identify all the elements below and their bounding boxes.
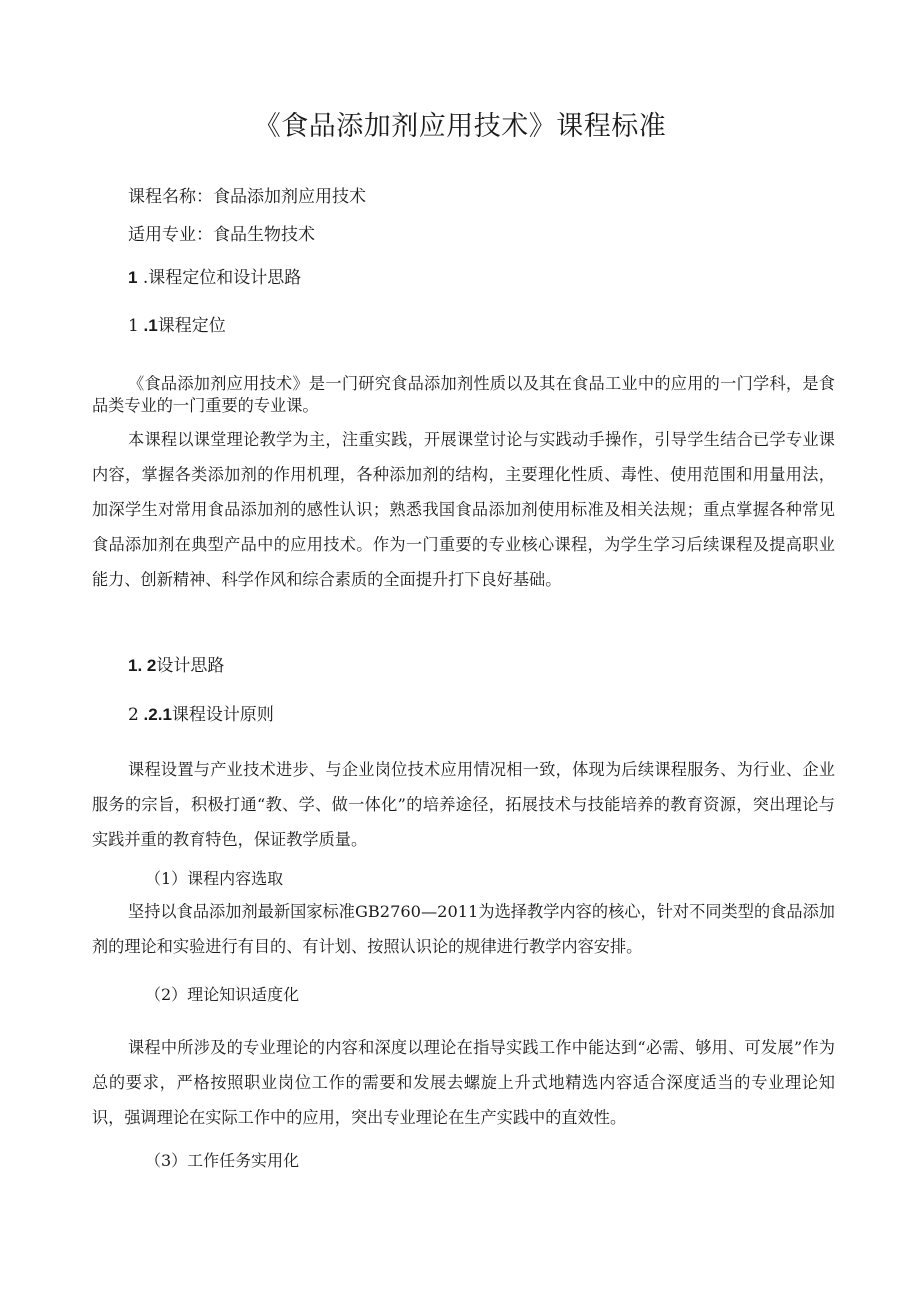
- applicable-major: 适用专业：食品生物技术: [128, 225, 315, 245]
- section-1-1-number: 1: [128, 316, 139, 336]
- section-1-2-text: 设计思路: [156, 656, 225, 676]
- section-1-2-1-sub: .2.1: [138, 705, 172, 724]
- section-1-2-1-text: 课程设计原则: [171, 705, 274, 725]
- section-1-2-heading: [128, 656, 224, 676]
- section-1-number: 1: [128, 268, 138, 287]
- section-1-2-number: 1. 2: [128, 656, 157, 675]
- section-1-text: .课程定位和设计思路: [137, 268, 302, 288]
- section-1-2-1-number: 2: [128, 705, 139, 725]
- section-1-1-text: 课程定位: [157, 316, 226, 336]
- section-1-1-heading: [128, 316, 226, 336]
- section-1-heading: [128, 268, 301, 288]
- item-1-heading: （1）课程内容选取: [145, 869, 284, 888]
- paragraph-design-principle: 课程设置与产业技术进步、与企业岗位技术应用情况相一致，体现为后续课程服务、为行业、企业服务的宗旨，积极打通“教、学、做一体化”的培养途径，拓展技术与技能培养的教育资源，突出理论与实践并重的教育特色，保证教学质量。: [92, 760, 835, 849]
- section-1-2-1-heading: [128, 705, 274, 725]
- paragraph-course-position-detail: 本课程以课堂理论教学为主，注重实践，开展课堂讨论与实践动手操作，引导学生结合已学专业课内容，掌握各类添加剂的作用机理，各种添加剂的结构，主要理化性质、毒性、使用范围和用量用法，加深学生对常用食品添加剂的感性认识；熟悉我国食品添加剂使用标准及相关法规；重点掌握各种常见食品添加剂在典型产品中的应用技术。作为一门重要的专业核心课程，为学生学习后续课程及提高职业能力、创新精神、科学作风和综合素质的全面提升打下良好基础。: [92, 430, 835, 589]
- paragraph-course-position-intro: 《食品添加剂应用技术》是一门研究食品添加剂性质以及其在食品工业中的应用的一门学科，是食品类专业的一门重要的专业课。: [92, 374, 835, 415]
- item-2-heading: （2）理论知识适度化: [145, 985, 300, 1004]
- course-name: 课程名称：食品添加剂应用技术: [128, 187, 366, 207]
- section-1-1-sub: .1: [138, 316, 158, 335]
- item-3-heading: （3）工作任务实用化: [145, 1151, 300, 1170]
- paragraph-theory-moderation: 课程中所涉及的专业理论的内容和深度以理论在指导实践工作中能达到“必需、够用、可发展”作为总的要求，严格按照职业岗位工作的需要和发展去螺旋上升式地精选内容适合深度适当的专业理论知识，强调理论在实际工作中的应用，突出专业理论在生产实践中的直效性。: [92, 1038, 835, 1127]
- paragraph-content-selection: 坚持以食品添加剂最新国家标准GB2760—2011为选择教学内容的核心，针对不同类型的食品添加剂的理论和实验进行有目的、有计划、按照认识论的规律进行教学内容安排。: [92, 902, 835, 956]
- document-title: 《食品添加剂应用技术》课程标准: [253, 111, 667, 142]
